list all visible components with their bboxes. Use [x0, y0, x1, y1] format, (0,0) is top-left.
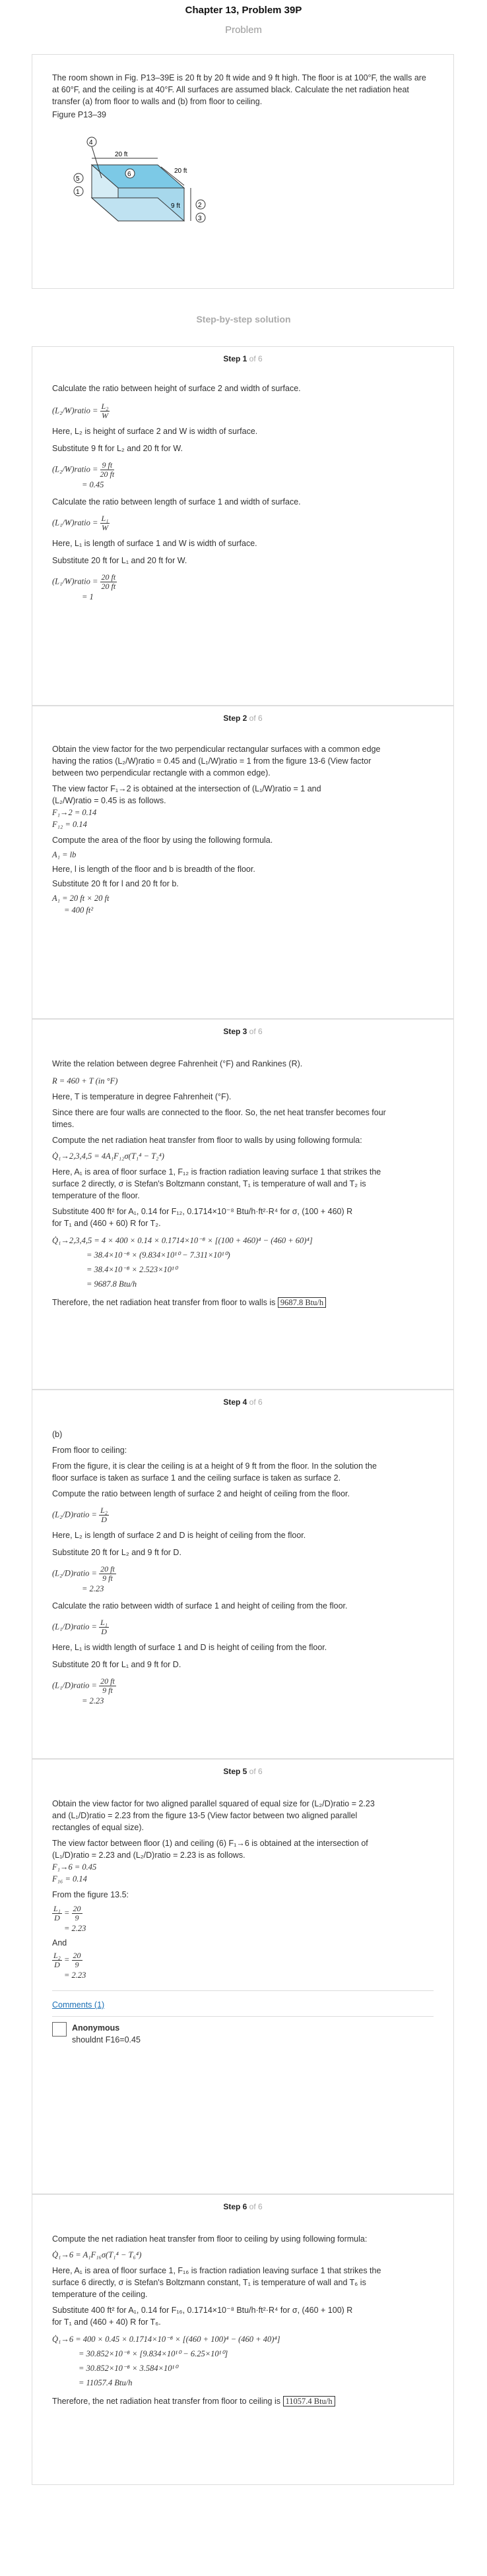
step-label: Step 5: [223, 1767, 247, 1776]
equation: Q̇₁→6 = 400 × 0.45 × 0.1714×10⁻⁸ × [(460 + 100)⁴ − (460 + 40)⁴]: [52, 2335, 280, 2344]
text: having the ratios (L₂/W)ratio = 0.45 and (L₁/W)ratio = 1 from the figure 13-6 (View factor: [52, 756, 372, 766]
surface-4-label: 4: [89, 139, 93, 146]
avatar: [52, 2022, 67, 2037]
step-of: of 6: [249, 354, 263, 363]
equation: (L₁/D)ratio = $\frac{\text{L₁}}{D}$: [52, 1618, 108, 1636]
text: (b): [52, 1430, 63, 1439]
dim-depth: 20 ft: [174, 168, 187, 175]
page-title: Chapter 13, Problem 39P: [185, 5, 302, 16]
result: = 9687.8 Btu/h: [86, 1279, 137, 1289]
text: Calculate the ratio between length of surface 1 and width of surface.: [52, 497, 301, 506]
step-label: Step 6: [223, 2202, 247, 2211]
text: temperature of the ceiling.: [52, 2290, 148, 2299]
surface-3-label: 3: [198, 215, 202, 222]
equation: $\frac{\text{L₂}}{D}$ = $\frac{20}{9}$: [53, 1951, 81, 1969]
answer-box: 9687.8 Btu/h: [278, 1297, 326, 1308]
step-label: Step 1: [223, 354, 247, 363]
equation: A₁ = 20 ft × 20 ft: [52, 894, 110, 903]
text: for T₁ and (460 + 40) R for T₆.: [52, 2317, 161, 2327]
result: = 2.23: [64, 1924, 86, 1933]
equation: Q̇₁→2,3,4,5 = 4 × 400 × 0.14 × 0.1714×10⁻⁸ × [(100 + 460)⁴ − (460 + 60)⁴]: [52, 1236, 313, 1245]
step-4: [32, 1390, 454, 1759]
equation: F₁→6 = 0.45: [52, 1862, 97, 1872]
step-5: [32, 1759, 454, 2194]
surface-6-label: 6: [127, 171, 131, 178]
problem-heading: Problem: [225, 24, 262, 36]
equation: (L₂/W)ratio = $\frac{\text{L₂}}{W}$: [52, 402, 109, 420]
result: = 400 ft²: [64, 905, 94, 915]
text: Compute the ratio between length of surface 2 and height of ceiling from the floor.: [52, 1489, 350, 1498]
step-of: of 6: [249, 2202, 263, 2211]
figure-label: Figure P13–39: [52, 110, 107, 119]
equation: F₁₂ = 0.14: [52, 820, 87, 829]
text: Substitute 20 ft for L₁ and 9 ft for D.: [52, 1660, 181, 1669]
result: = 2.23: [82, 1584, 104, 1593]
text: times.: [52, 1120, 75, 1129]
comment: [52, 2016, 434, 2046]
comments-link[interactable]: Comments (1): [52, 2000, 105, 2009]
text: Substitute 20 ft for L₂ and 9 ft for D.: [52, 1548, 181, 1557]
dim-width: 20 ft: [115, 151, 128, 158]
result: = 0.45: [82, 480, 104, 489]
equation: (L₂/D)ratio = $\frac{\text{L₂}}{D}$: [52, 1506, 108, 1524]
text: Compute the net radiation heat transfer from floor to ceiling by using following formula:: [52, 2234, 368, 2244]
text: Here, l is length of the floor and b is breadth of the floor.: [52, 865, 255, 874]
text: floor surface is taken as surface 1 and the ceiling surface is taken as surface 2.: [52, 1473, 341, 1483]
equation: $\frac{\text{L₁}}{D}$ = $\frac{20}{9}$: [53, 1904, 81, 1922]
text: surface 2 directly, σ is Stefan's Boltzmann constant, T₁ is temperature of wall and T₂ is: [52, 1179, 366, 1188]
equation: = 30.852×10⁻⁸ × [9.834×10¹⁰ − 6.25×10¹⁰]: [79, 2349, 228, 2358]
text: for T₁ and (460 + 60) R for T₂.: [52, 1219, 161, 1228]
text: Write the relation between degree Fahrenheit (°F) and Rankines (R).: [52, 1059, 303, 1068]
equation: Q̇₁→6 = A₁F₁₆σ(T₁⁴ − T₆⁴): [52, 2250, 142, 2259]
step-label: Step 2: [223, 714, 247, 723]
answer-box: 11057.4 Btu/h: [283, 2396, 335, 2407]
equation: = 30.852×10⁻⁸ × 3.584×10¹⁰: [79, 2364, 178, 2373]
equation: (L₁/W)ratio = $\frac{\text{L₁}}{W}$: [52, 514, 109, 532]
text: Obtain the view factor for two aligned parallel squared of equal size for (L₂/D)ratio = 2.23: [52, 1799, 375, 1808]
text: Since there are four walls are connected to the floor. So, the net heat transfer becomes four: [52, 1108, 386, 1117]
equation: R = 460 + T (in °F): [52, 1076, 118, 1086]
step-label: Step 3: [223, 1027, 247, 1036]
equation: = 38.4×10⁻⁸ × (9.834×10¹⁰ − 7.311×10¹⁰): [86, 1250, 230, 1260]
text: temperature of the floor.: [52, 1191, 140, 1200]
text: Substitute 20 ft for L₁ and 20 ft for W.: [52, 556, 187, 565]
text: Here, T is temperature in degree Fahrenheit (°F).: [52, 1092, 232, 1101]
step-label: Step 4: [223, 1397, 247, 1407]
surface-2-label: 2: [198, 202, 202, 209]
text: From the figure 13.5:: [52, 1890, 129, 1899]
text: Here, L₁ is length of surface 1 and W is width of surface.: [52, 539, 257, 548]
answer-line: Therefore, the net radiation heat transfer from floor to ceiling is 11057.4 Btu/h: [52, 2395, 434, 2407]
step-of: of 6: [249, 714, 263, 723]
text: Calculate the ratio between width of surface 1 and height of ceiling from the floor.: [52, 1601, 348, 1610]
step-of: of 6: [249, 1027, 263, 1036]
text: Obtain the view factor for the two perpendicular rectangular surfaces with a common edge: [52, 745, 381, 754]
result: = 2.23: [82, 1696, 104, 1705]
text: (L₁/D)ratio = 2.23 and (L₂/D)ratio = 2.23 is as follows.: [52, 1851, 245, 1860]
step-3: [32, 1019, 454, 1390]
equation: (L₁/W)ratio = $\frac{20 ft}{20 ft}$: [52, 572, 116, 591]
dim-height: 9 ft: [171, 202, 180, 210]
result: = 2.23: [64, 1971, 86, 1980]
text: The view factor between floor (1) and ceiling (6) F₁→6 is obtained at the intersection of: [52, 1839, 368, 1848]
text: Here, L₂ is height of surface 2 and W is width of surface.: [52, 427, 258, 436]
problem-text: The room shown in Fig. P13–39E is 20 ft by 20 ft wide and 9 ft high. The floor is at 100°F, the walls are at 60°F, and the ceiling is at 40°F. All surfaces are assumed black. Calculate the net radiation heat transfer (a) from floor to walls and (b) from floor to ceiling.: [52, 73, 426, 106]
text: Compute the net radiation heat transfer from floor to walls by using following formula:: [52, 1136, 362, 1145]
text: Substitute 400 ft² for A₁, 0.14 for F₁₂, 0.1714×10⁻⁸ Btu/h·ft²·R⁴ for σ, (100 + 460) R: [52, 1207, 353, 1216]
text: Here, L₁ is width length of surface 1 and D is height of ceiling from the floor.: [52, 1643, 327, 1652]
solution-heading: Step-by-step solution: [196, 314, 291, 324]
problem-box: [32, 54, 454, 289]
step-of: of 6: [249, 1767, 263, 1776]
equation: F₁→2 = 0.14: [52, 808, 97, 817]
text: Substitute 20 ft for l and 20 ft for b.: [52, 879, 179, 888]
text: Calculate the ratio between height of surface 2 and width of surface.: [52, 384, 301, 393]
text: The view factor F₁→2 is obtained at the intersection of (L₁/W)ratio = 1 and: [52, 784, 321, 793]
text: Here, L₂ is length of surface 2 and D is height of ceiling from the floor.: [52, 1531, 306, 1540]
text: Here, A₁ is area of floor surface 1, F₁₂ is fraction radiation leaving surface 1 that strikes the: [52, 1167, 381, 1177]
equation: = 38.4×10⁻⁸ × 2.523×10¹⁰: [86, 1265, 178, 1274]
surface-1-label: 1: [76, 189, 80, 196]
result: = 11057.4 Btu/h: [79, 2378, 133, 2387]
text: (L₂/W)ratio = 0.45 is as follows.: [52, 796, 166, 805]
text: From the figure, it is clear the ceiling is at a height of 9 ft from the floor. In the solution the: [52, 1461, 377, 1471]
equation: F₁₆ = 0.14: [52, 1874, 87, 1884]
step-2: [32, 706, 454, 1019]
text: surface 6 directly, σ is Stefan's Boltzmann constant, T₁ is temperature of wall and T₆ is: [52, 2278, 366, 2287]
comment-author: Anonymous: [72, 2023, 120, 2033]
text: Substitute 9 ft for L₂ and 20 ft for W.: [52, 444, 183, 453]
step-6: [32, 2194, 454, 2485]
equation: Q̇₁→2,3,4,5 = 4A₁F₁₂σ(T₁⁴ − T₂⁴): [52, 1151, 164, 1161]
text: and (L₁/D)ratio = 2.23 from the figure 13-5 (View factor between two aligned parallel: [52, 1811, 358, 1820]
room-figure: [52, 122, 211, 254]
surface-5-label: 5: [76, 175, 80, 183]
text: From floor to ceiling:: [52, 1446, 127, 1455]
text: rectangles of equal size).: [52, 1823, 144, 1832]
text: Here, A₁ is area of floor surface 1, F₁₆ is fraction radiation leaving surface 1 that strikes the: [52, 2266, 381, 2275]
comment-text: shouldnt F16=0.45: [72, 2035, 141, 2044]
result: = 1: [82, 592, 94, 601]
equation: (L₂/W)ratio = $\frac{9 ft}{20 ft}$: [52, 460, 115, 479]
text: Substitute 400 ft² for A₁, 0.14 for F₁₆, 0.1714×10⁻⁸ Btu/h·ft²·R⁴ for σ, (460 + 100) R: [52, 2306, 353, 2315]
equation: A₁ = lb: [52, 850, 77, 859]
text: between two perpendicular rectangle with a common edge).: [52, 768, 271, 778]
equation: (L₁/D)ratio = $\frac{20 ft}{9 ft}$: [52, 1676, 115, 1695]
equation: (L₂/D)ratio = $\frac{20 ft}{9 ft}$: [52, 1564, 115, 1583]
step-of: of 6: [249, 1397, 263, 1407]
text: Compute the area of the floor by using the following formula.: [52, 836, 273, 845]
answer-line: Therefore, the net radiation heat transfer from floor to walls is 9687.8 Btu/h: [52, 1297, 434, 1308]
text: And: [52, 1938, 67, 1947]
step-1: [32, 346, 454, 706]
